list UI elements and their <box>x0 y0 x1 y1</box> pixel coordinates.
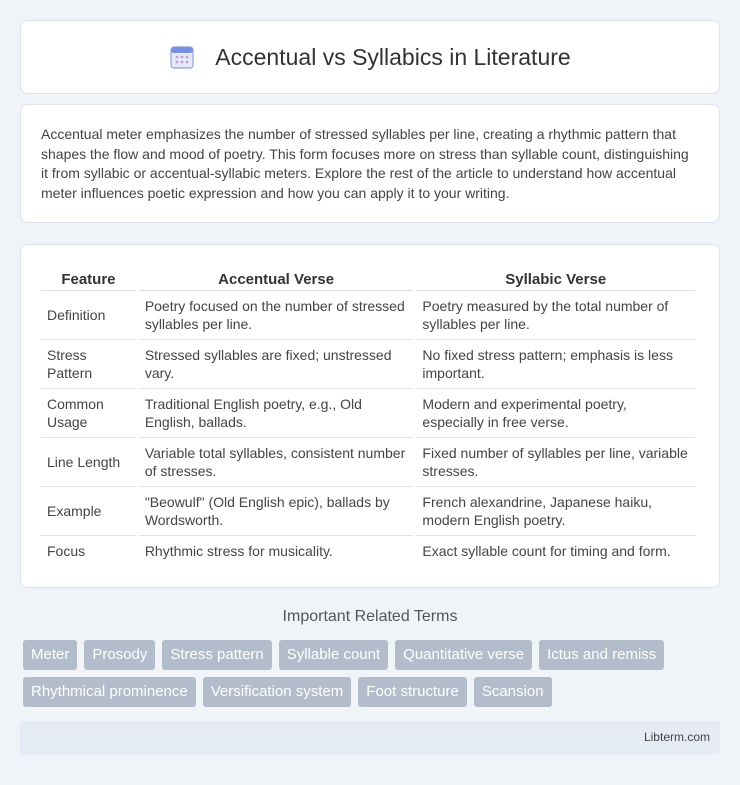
column-header-syllabic: Syllabic Verse <box>416 265 695 291</box>
column-header-feature: Feature <box>41 265 136 291</box>
feature-cell: Example <box>41 487 136 536</box>
accentual-cell: Poetry focused on the number of stressed syllables per line. <box>139 291 414 340</box>
footer <box>20 721 720 754</box>
table-row <box>41 438 695 487</box>
feature-cell: Focus <box>47 543 86 559</box>
table-row <box>41 291 695 340</box>
feature-cell: Stress Pattern <box>41 340 136 389</box>
term-tag[interactable]: Rhythmical prominence <box>23 677 196 707</box>
related-terms-title: Important Related Terms <box>282 608 458 625</box>
table-row <box>41 487 695 536</box>
column-header-accentual: Accentual Verse <box>139 265 414 291</box>
term-tag[interactable]: Quantitative verse <box>395 640 532 670</box>
term-tag[interactable]: Scansion <box>474 677 552 707</box>
accentual-cell: Variable total syllables, consistent number of stresses. <box>139 438 414 487</box>
term-tag[interactable]: Versification system <box>203 677 352 707</box>
syllabic-cell: Modern and experimental poetry, especially in free verse. <box>416 389 695 438</box>
table-row <box>41 389 695 438</box>
page-title: Accentual vs Syllabics in Literature <box>215 43 571 70</box>
term-tag[interactable]: Prosody <box>84 640 155 670</box>
syllabic-cell: Poetry measured by the total number of syllables per line. <box>416 291 695 340</box>
feature-cell: Line Length <box>41 438 136 487</box>
intro-text: Accentual meter emphasizes the number of stressed syllables per line, creating a rhythmic pattern that shapes the flow and mood of poetry. This form focuses more on stress than syllable count, distinguishing it from syllabic or accentual-syllabic meters. Explore the rest of the article to understand how accentual meter influences poetic expression and how you can apply it to your writing. <box>41 126 689 201</box>
syllabic-cell: Fixed number of syllables per line, variable stresses. <box>416 438 695 487</box>
table-row <box>41 536 695 566</box>
syllabic-cell: No fixed stress pattern; emphasis is less important. <box>416 340 695 389</box>
accentual-cell: "Beowulf" (Old English epic), ballads by Wordsworth. <box>139 487 414 536</box>
term-tag[interactable]: Foot structure <box>358 677 467 707</box>
accentual-cell: Traditional English poetry, e.g., Old English, ballads. <box>139 389 414 438</box>
syllabic-cell: Exact syllable count for timing and form. <box>422 543 671 559</box>
table-row <box>41 340 695 389</box>
comparison-table-card <box>20 244 720 588</box>
term-tag[interactable]: Stress pattern <box>162 640 271 670</box>
feature-cell: Definition <box>41 291 136 340</box>
comparison-table <box>38 265 698 566</box>
term-tag[interactable]: Syllable count <box>279 640 388 670</box>
intro-card <box>20 104 720 223</box>
feature-cell: Common Usage <box>41 389 136 438</box>
related-terms-list <box>23 640 723 707</box>
accentual-cell: Rhythmic stress for musicality. <box>144 543 333 559</box>
term-tag[interactable]: Ictus and remiss <box>539 640 664 670</box>
term-tag[interactable]: Meter <box>23 640 77 670</box>
accentual-cell: Stressed syllables are fixed; unstressed vary. <box>139 340 414 389</box>
footer-site-link[interactable]: Libterm.com <box>643 730 710 744</box>
table-header-row <box>41 265 695 291</box>
header-card <box>20 20 720 94</box>
calendar-icon <box>169 44 195 70</box>
syllabic-cell: French alexandrine, Japanese haiku, modern English poetry. <box>416 487 695 536</box>
